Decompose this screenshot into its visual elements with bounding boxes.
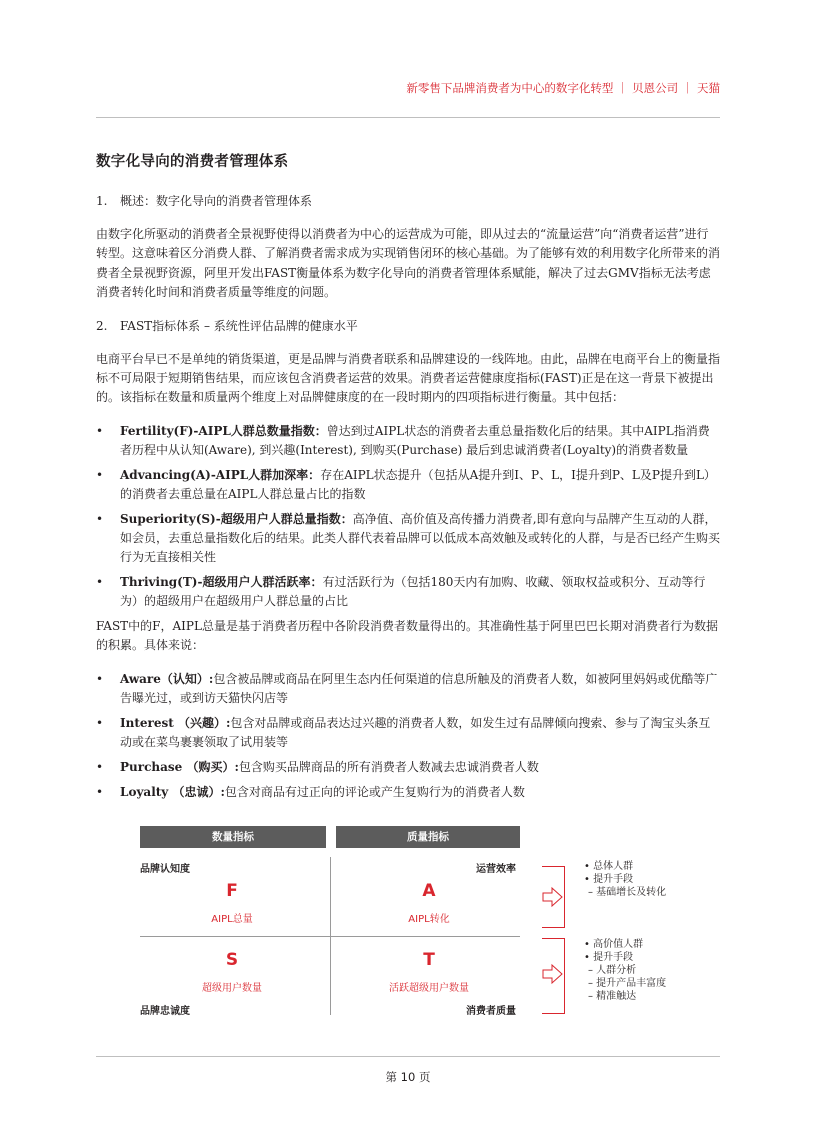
list-item	[96, 573, 720, 611]
list-item	[96, 670, 720, 708]
list-item	[96, 758, 720, 777]
item-desc: 包含被品牌或商品在阿里生态内任何渠道的信息所触及的消费者人数，如被阿里妈妈或优酷等广告曝光过，或到访天猫快闪店等	[120, 671, 718, 705]
item-term: Loyalty （忠诚）:	[120, 784, 225, 799]
header-divider	[96, 117, 720, 118]
side-note: – 人群分析	[588, 965, 637, 976]
page-number: 第 10 页	[385, 1070, 431, 1084]
quadrant-label-s: 超级用户数量	[202, 983, 262, 994]
item-desc: 高净值、高价值及高传播力消费者,即有意向与品牌产生互动的人群，如会员，去重总量指数化后的结果。此类人群代表着品牌可以低成本高效触及或转化的人群，与是否已经产生购买行为无直接相关性	[120, 511, 721, 564]
item-term: Purchase （购买）:	[120, 759, 239, 774]
item-term: Thriving(T)-超级用户人群活跃率：	[120, 574, 323, 589]
quadrant-letter-s: S	[225, 950, 239, 970]
page-title: 数字化导向的消费者管理体系	[96, 154, 289, 170]
main-content	[96, 150, 720, 808]
item-desc: 包含购买品牌商品的所有消费者人数减去忠诚消费者人数	[238, 759, 539, 774]
side-note: • 总体人群	[584, 861, 634, 872]
list-item	[96, 714, 720, 752]
list-item	[96, 466, 720, 504]
arrow-right-icon	[542, 886, 564, 908]
item-desc: 存在AIPL状态提升（包括从A提升到I、P、L，I提升到P、L及P提升到L）的消费者去重总量在AIPL人群总量占比的指数	[120, 467, 716, 501]
fast-list	[96, 422, 720, 611]
side-note: • 提升手段	[584, 952, 634, 963]
item-desc: 包含对品牌或商品表达过兴趣的消费者人数，如发生过有品牌倾向搜索、参与了淘宝头条互动或在菜鸟裹裹领取了试用装等	[120, 715, 711, 749]
paragraph-3: FAST中的F，AIPL总量是基于消费者历程中各阶段消费者数量得出的。其准确性基于阿里巴巴长期对消费者行为数据的积累。具体来说：	[96, 618, 718, 653]
item-desc: 包含对商品有过正向的评论或产生复购行为的消费者人数	[224, 784, 525, 799]
quadrant-letter-t: T	[423, 950, 435, 970]
arrow-right-icon	[542, 963, 564, 985]
list-item	[96, 783, 720, 802]
quadrant-horizontal-divider	[140, 936, 520, 937]
quadrant-letter-f: F	[226, 881, 238, 901]
fast-figure	[96, 826, 720, 1026]
side-note: – 基础增长及转化	[588, 887, 667, 898]
item-desc: 有过活跃行为（包括180天内有加购、收藏、领取权益或积分、互动等行为）的超级用户在超级用户人群总量的占比	[120, 574, 706, 608]
item-desc: 曾达到过AIPL状态的消费者去重总量指数化后的结果。其中AIPL指消费者历程中从认知(Aware), 到兴趣(Interest), 到购买(Purchase) 最后到忠诚消费者(Loyalty)的消费者数量	[120, 423, 710, 457]
side-note: – 精准触达	[588, 991, 637, 1002]
side-note: • 高价值人群	[584, 939, 644, 950]
list-item	[96, 510, 720, 567]
section-1-heading	[96, 192, 720, 209]
corner-label-brand-loyalty: 品牌忠诚度	[140, 1006, 190, 1017]
section-2-number: 2.	[96, 318, 108, 333]
quadrant-label-a: AIPL转化	[408, 914, 450, 925]
quadrant-label-f: AIPL总量	[211, 914, 253, 925]
header-quantity: 数量指标	[140, 826, 326, 848]
corner-label-consumer-quality: 消费者质量	[466, 1006, 516, 1017]
item-term: Fertility(F)-AIPL人群总数量指数：	[120, 423, 327, 438]
section-1-number: 1.	[96, 194, 108, 208]
side-notes-top	[584, 860, 666, 899]
corner-label-operation-efficiency: 运营效率	[476, 864, 516, 875]
item-term: Superiority(S)-超级用户人群总量指数：	[120, 511, 353, 526]
header-quality: 质量指标	[336, 826, 520, 848]
footer-divider	[96, 1056, 720, 1057]
item-term: Aware（认知）:	[120, 671, 214, 686]
quadrant-label-t: 活跃超级用户数量	[389, 983, 469, 994]
paragraph-2: 电商平台早已不是单纯的销货渠道，更是品牌与消费者联系和品牌建设的一线阵地。由此，品牌在电商平台上的衡量指标不可局限于短期销售结果，而应该包含消费者运营的效果。消费者运营健康度指标(FAST)正是在这一背景下被提出的。该指标在数量和质量两个维度上对品牌健康度的在一段时期内的四项指标进行衡量。其中包括：	[96, 351, 721, 405]
corner-label-brand-awareness: 品牌认知度	[140, 864, 190, 875]
side-note: – 提升产品丰富度	[588, 978, 667, 989]
section-2-heading	[96, 317, 720, 334]
item-term: Interest （兴趣）:	[120, 715, 231, 730]
quadrant-letter-a: A	[422, 881, 436, 901]
item-term: Advancing(A)-AIPL人群加深率：	[120, 467, 321, 482]
side-notes-bottom	[584, 938, 666, 1003]
section-2-title: FAST指标体系 – 系统性评估品牌的健康水平	[120, 318, 358, 333]
side-note: • 提升手段	[584, 874, 634, 885]
section-1-title: 概述：数字化导向的消费者管理体系	[120, 194, 313, 208]
running-header: 新零售下品牌消费者为中心的数字化转型 ｜ 贝恩公司 ｜ 天猫	[406, 81, 720, 95]
list-item	[96, 422, 720, 460]
paragraph-1: 由数字化所驱动的消费者全景视野使得以消费者为中心的运营成为可能，即从过去的“流量运营”向“消费者运营”进行转型。这意味着区分消费人群、了解消费者需求成为实现销售闭环的核心基础。为了能够有效的利用数字化所带来的消费者全景视野资源，阿里开发出FAST衡量体系为数字化导向的消费者管理体系赋能，解决了过去GMV指标无法考虑消费者转化时间和消费者质量等维度的问题。	[96, 227, 721, 300]
aipl-list	[96, 670, 720, 802]
